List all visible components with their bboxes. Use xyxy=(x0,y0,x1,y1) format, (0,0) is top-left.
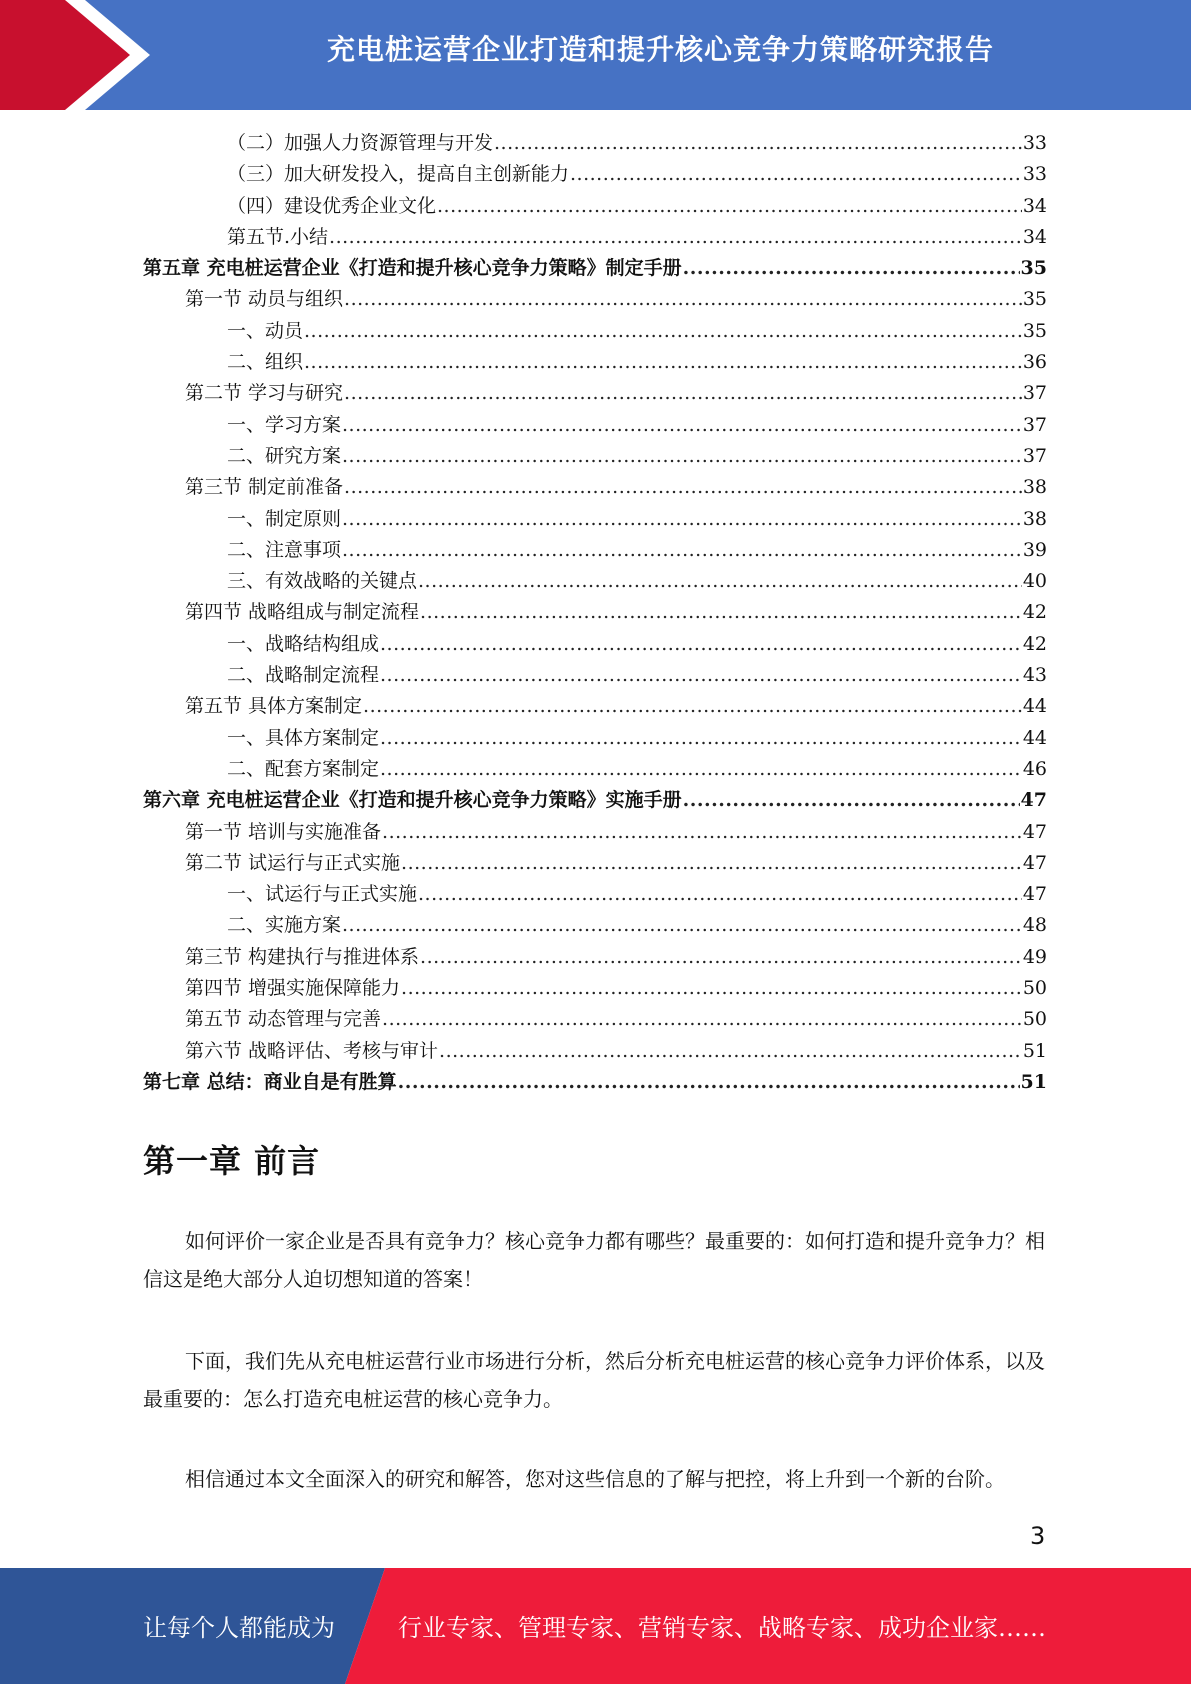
toc-entry-page: 47 xyxy=(1020,789,1047,812)
toc-entry-page: 49 xyxy=(1022,945,1047,968)
toc-entry[interactable] xyxy=(143,347,1047,378)
toc-entry-label: 第一节 培训与实施准备 xyxy=(185,820,382,843)
toc-entry-page: 34 xyxy=(1022,194,1047,217)
toc-dot-leader xyxy=(683,253,1020,284)
toc-dot-leader xyxy=(437,191,1022,222)
toc-entry[interactable] xyxy=(143,222,1047,253)
toc-dot-leader xyxy=(439,1036,1022,1067)
toc-entry-label: （二）加强人力资源管理与开发 xyxy=(227,132,494,154)
toc-entry-page: 35 xyxy=(1022,288,1047,311)
toc-entry-page: 33 xyxy=(1022,132,1047,154)
toc-entry[interactable] xyxy=(143,754,1047,785)
intro-paragraph-2: 下面，我们先从充电桩运营行业市场进行分析，然后分析充电桩运营的核心竞争力评价体系，以及最重要的：怎么打造充电桩运营的核心竞争力。 xyxy=(143,1349,1045,1411)
report-title: 充电桩运营企业打造和提升核心竞争力策略研究报告 xyxy=(326,33,994,66)
toc-entry-page: 42 xyxy=(1022,601,1047,624)
toc-entry-label: 第一节 动员与组织 xyxy=(185,288,344,311)
toc-entry-page: 37 xyxy=(1022,382,1047,405)
toc-entry[interactable] xyxy=(143,597,1047,628)
toc-entry[interactable] xyxy=(143,973,1047,1004)
toc-chapter-entry[interactable] xyxy=(143,1067,1047,1098)
toc-entry-page: 36 xyxy=(1022,351,1047,374)
toc-entry-label: 第四节 战略组成与制定流程 xyxy=(185,601,420,624)
toc-entry-label: 一、试运行与正式实施 xyxy=(227,883,418,906)
toc-entry-label: 二、研究方案 xyxy=(227,444,342,467)
toc-entry-label: 二、配套方案制定 xyxy=(227,757,380,780)
toc-entry[interactable] xyxy=(143,128,1047,159)
toc-entry-label: 第四节 增强实施保障能力 xyxy=(185,977,401,1000)
toc-entry-label: 一、具体方案制定 xyxy=(227,726,380,749)
toc-entry-label: 二、战略制定流程 xyxy=(227,664,380,687)
toc-entry-page: 42 xyxy=(1022,632,1047,655)
toc-entry-label: 第三节 制定前准备 xyxy=(185,476,344,499)
toc-entry-page: 47 xyxy=(1022,851,1047,874)
toc-entry-page: 37 xyxy=(1022,444,1047,467)
toc-dot-leader xyxy=(342,535,1022,566)
toc-dot-leader xyxy=(570,159,1022,190)
toc-entry-label: 第五节 具体方案制定 xyxy=(185,695,363,718)
toc-dot-leader xyxy=(401,973,1022,1004)
toc-entry-label: （三）加大研发投入，提高自主创新能力 xyxy=(227,163,570,186)
toc-entry[interactable] xyxy=(143,441,1047,472)
page-number: 3 xyxy=(1030,1522,1046,1550)
toc-entry-label: 第五章 充电桩运营企业《打造和提升核心竞争力策略》制定手册 xyxy=(143,257,682,280)
toc-dot-leader xyxy=(342,910,1022,941)
toc-dot-leader xyxy=(380,723,1022,754)
toc-entry[interactable] xyxy=(143,910,1047,941)
toc-dot-leader xyxy=(382,1004,1022,1035)
toc-entry[interactable] xyxy=(143,723,1047,754)
toc-chapter-entry[interactable] xyxy=(143,253,1047,284)
toc-entry[interactable] xyxy=(143,191,1047,222)
toc-dot-leader xyxy=(420,942,1022,973)
intro-paragraph-1: 如何评价一家企业是否具有竞争力？核心竞争力都有哪些？最重要的：如何打造和提升竞争力？相信这是绝大部分人迫切想知道的答案！ xyxy=(143,1229,1045,1291)
toc-entry-page: 50 xyxy=(1022,977,1047,1000)
toc-entry-page: 44 xyxy=(1022,695,1047,718)
toc-entry-label: 一、学习方案 xyxy=(227,413,342,436)
toc-dot-leader xyxy=(382,817,1022,848)
toc-entry-label: 第六节 战略评估、考核与审计 xyxy=(185,1039,439,1062)
toc-entry-label: 第二节 试运行与正式实施 xyxy=(185,851,401,874)
toc-dot-leader xyxy=(344,378,1022,409)
toc-entry-page: 48 xyxy=(1022,914,1047,937)
toc-entry-label: 第二节 学习与研究 xyxy=(185,382,344,405)
toc-entry-label: 第六章 充电桩运营企业《打造和提升核心竞争力策略》实施手册 xyxy=(143,789,682,812)
toc-dot-leader xyxy=(344,472,1022,503)
toc-entry[interactable] xyxy=(143,316,1047,347)
toc-entry-label: 二、注意事项 xyxy=(227,538,342,561)
toc-entry[interactable] xyxy=(143,629,1047,660)
toc-entry[interactable] xyxy=(143,504,1047,535)
header-arrow-decoration xyxy=(0,0,160,110)
footer-slogan-left: 让每个人都能成为 xyxy=(143,1614,335,1642)
toc-entry[interactable] xyxy=(143,660,1047,691)
toc-entry[interactable] xyxy=(143,472,1047,503)
toc-dot-leader xyxy=(398,1067,1020,1098)
toc-entry[interactable] xyxy=(143,1036,1047,1067)
toc-entry-label: 二、实施方案 xyxy=(227,914,342,937)
toc-entry-label: （四）建设优秀企业文化 xyxy=(227,194,437,217)
toc-chapter-entry[interactable] xyxy=(143,785,1047,816)
toc-entry-page: 38 xyxy=(1022,507,1047,530)
toc-entry-label: 二、组织 xyxy=(227,351,304,374)
toc-entry[interactable] xyxy=(143,284,1047,315)
toc-entry-page: 38 xyxy=(1022,476,1047,499)
toc-entry-label: 第五节.小结 xyxy=(227,225,329,248)
toc-entry-page: 33 xyxy=(1022,163,1047,186)
toc-entry[interactable] xyxy=(143,848,1047,879)
footer-slogan-right: 行业专家、管理专家、营销专家、战略专家、成功企业家…… xyxy=(398,1614,1046,1642)
toc-dot-leader xyxy=(304,316,1022,347)
toc-dot-leader xyxy=(380,754,1022,785)
toc-entry-label: 一、制定原则 xyxy=(227,507,342,530)
page-header xyxy=(0,0,1191,110)
toc-entry[interactable] xyxy=(143,1004,1047,1035)
toc-entry-page: 50 xyxy=(1022,1008,1047,1031)
toc-dot-leader xyxy=(418,566,1022,597)
toc-entry-label: 一、动员 xyxy=(227,319,304,342)
toc-entry-page: 39 xyxy=(1022,538,1047,561)
toc-dot-leader xyxy=(494,128,1022,159)
toc-entry[interactable] xyxy=(143,817,1047,848)
toc-entry-page: 43 xyxy=(1022,664,1047,687)
toc-entry-page: 47 xyxy=(1022,883,1047,906)
toc-dot-leader xyxy=(342,504,1022,535)
toc-entry[interactable] xyxy=(143,879,1047,910)
toc-entry[interactable] xyxy=(143,566,1047,597)
toc-dot-leader xyxy=(344,284,1022,315)
toc-entry[interactable] xyxy=(143,159,1047,190)
toc-entry-page: 47 xyxy=(1022,820,1047,843)
toc-entry-label: 三、有效战略的关键点 xyxy=(227,570,418,593)
toc-entry-page: 46 xyxy=(1022,757,1047,780)
toc-entry[interactable] xyxy=(143,535,1047,566)
page-footer xyxy=(0,1568,1191,1684)
toc-entry-label: 第七章 总结：商业自是有胜算 xyxy=(143,1070,397,1093)
toc-entry-page: 35 xyxy=(1022,319,1047,342)
toc-dot-leader xyxy=(363,691,1022,722)
toc-dot-leader xyxy=(342,441,1022,472)
toc-entry-page: 40 xyxy=(1022,570,1047,593)
table-of-contents xyxy=(143,128,1047,1098)
toc-entry[interactable] xyxy=(143,942,1047,973)
toc-entry-label: 第五节 动态管理与完善 xyxy=(185,1008,382,1031)
toc-entry[interactable] xyxy=(143,410,1047,441)
toc-dot-leader xyxy=(342,410,1022,441)
toc-dot-leader xyxy=(304,347,1022,378)
intro-paragraph-3: 相信通过本文全面深入的研究和解答，您对这些信息的了解与把控，将上升到一个新的台阶。 xyxy=(185,1467,1005,1491)
toc-entry-page: 35 xyxy=(1020,257,1047,280)
toc-entry-page: 37 xyxy=(1022,413,1047,436)
toc-entry-page: 44 xyxy=(1022,726,1047,749)
toc-entry-page: 51 xyxy=(1020,1070,1047,1093)
toc-dot-leader xyxy=(420,597,1022,628)
toc-dot-leader xyxy=(418,879,1022,910)
toc-entry-label: 第三节 构建执行与推进体系 xyxy=(185,945,420,968)
toc-dot-leader xyxy=(401,848,1022,879)
toc-dot-leader xyxy=(380,660,1022,691)
toc-dot-leader xyxy=(380,629,1022,660)
toc-dot-leader xyxy=(683,785,1020,816)
toc-entry[interactable] xyxy=(143,378,1047,409)
toc-entry-page: 34 xyxy=(1022,225,1047,248)
toc-entry[interactable] xyxy=(143,691,1047,722)
toc-dot-leader xyxy=(329,222,1022,253)
chapter-heading: 第一章 前言 xyxy=(143,1142,321,1180)
toc-entry-label: 一、战略结构组成 xyxy=(227,632,380,655)
toc-entry-page: 51 xyxy=(1022,1039,1047,1062)
